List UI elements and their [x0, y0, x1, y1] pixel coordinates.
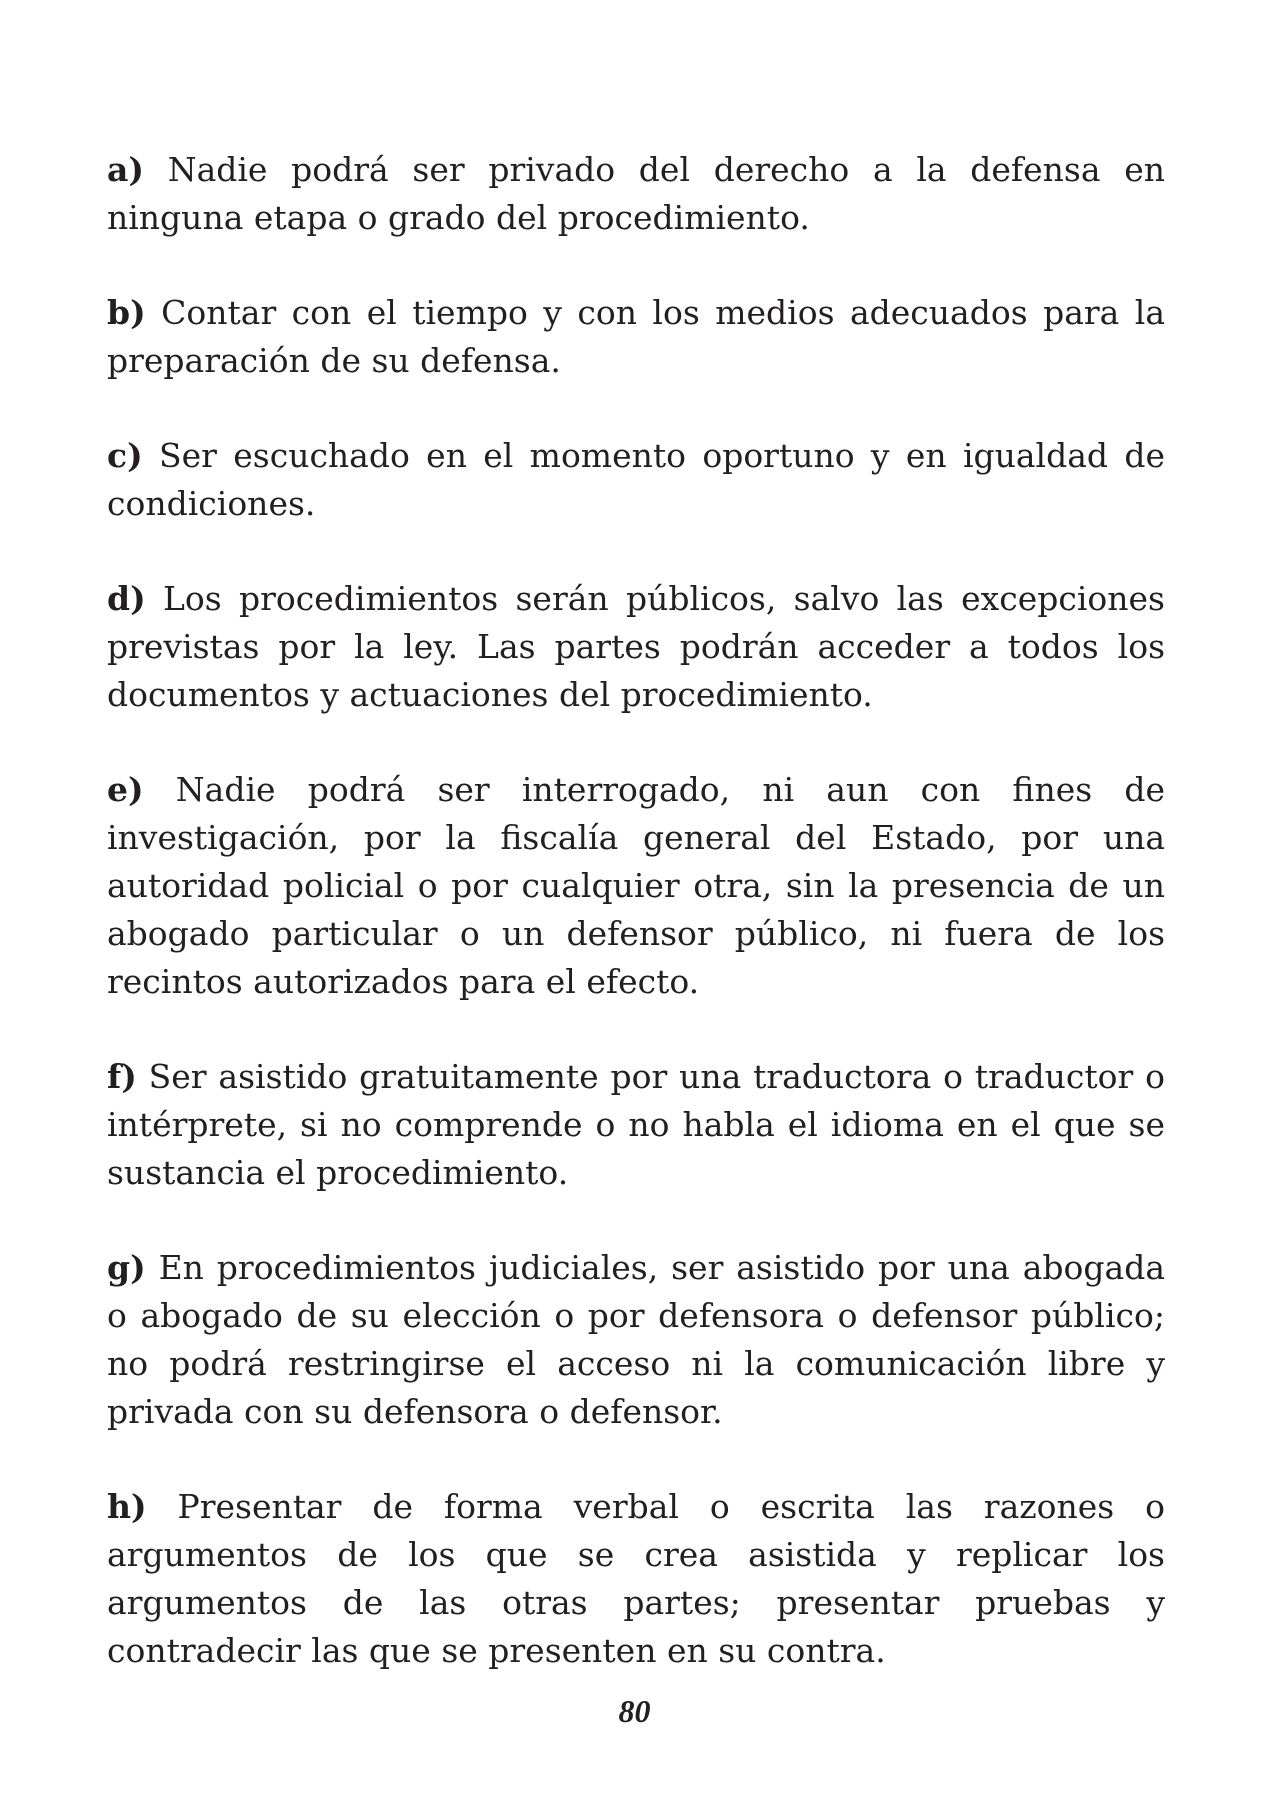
- item-text: Presentar de forma verbal o escrita las razones o argumentos de los que se crea asistida y replicar los argumentos de las otras partes; presentar pruebas y contradecir las que se presenten en su contra.: [107, 1487, 1165, 1670]
- item-label: g): [107, 1248, 146, 1287]
- item-text: Ser escuchado en el momento oportuno y en igualdad de condiciones.: [107, 436, 1165, 523]
- paragraph-e: [107, 766, 1165, 1006]
- item-label: a): [107, 150, 144, 189]
- item-label: h): [107, 1487, 147, 1526]
- item-label: f): [107, 1057, 137, 1096]
- item-text: Contar con el tiempo y con los medios adecuados para la preparación de su defensa.: [107, 293, 1165, 380]
- item-label: d): [107, 579, 146, 618]
- item-label: e): [107, 770, 144, 809]
- item-label: b): [107, 293, 146, 332]
- paragraph-g: [107, 1244, 1165, 1436]
- paragraph-d: [107, 575, 1165, 719]
- paragraph-a: [107, 146, 1165, 242]
- item-text: Nadie podrá ser privado del derecho a la defensa en ninguna etapa o grado del procedimiento.: [107, 150, 1165, 237]
- paragraph-h: [107, 1483, 1165, 1675]
- page-number: 80: [618, 1693, 651, 1729]
- paragraph-c: [107, 432, 1165, 528]
- item-text: Ser asistido gratuitamente por una traductora o traductor o intérprete, si no comprende o no habla el idioma en el que se sustancia el procedimiento.: [107, 1057, 1165, 1192]
- document-body: [107, 146, 1165, 1722]
- item-text: Los procedimientos serán públicos, salvo las excepciones previstas por la ley. Las partes podrán acceder a todos los documentos y actuaciones del procedimiento.: [107, 579, 1165, 714]
- item-text: Nadie podrá ser interrogado, ni aun con fines de investigación, por la fiscalía general del Estado, por una autoridad policial o por cualquier otra, sin la presencia de un abogado particular o un defensor público, ni fuera de los recintos autorizados para el efecto.: [107, 770, 1165, 1001]
- item-text: En procedimientos judiciales, ser asistido por una abogada o abogado de su elección o por defensora o defensor público; no podrá restringirse el acceso ni la comunicación libre y privada con su defensora o defensor.: [107, 1248, 1165, 1431]
- paragraph-b: [107, 289, 1165, 385]
- paragraph-f: [107, 1053, 1165, 1197]
- item-label: c): [107, 436, 143, 475]
